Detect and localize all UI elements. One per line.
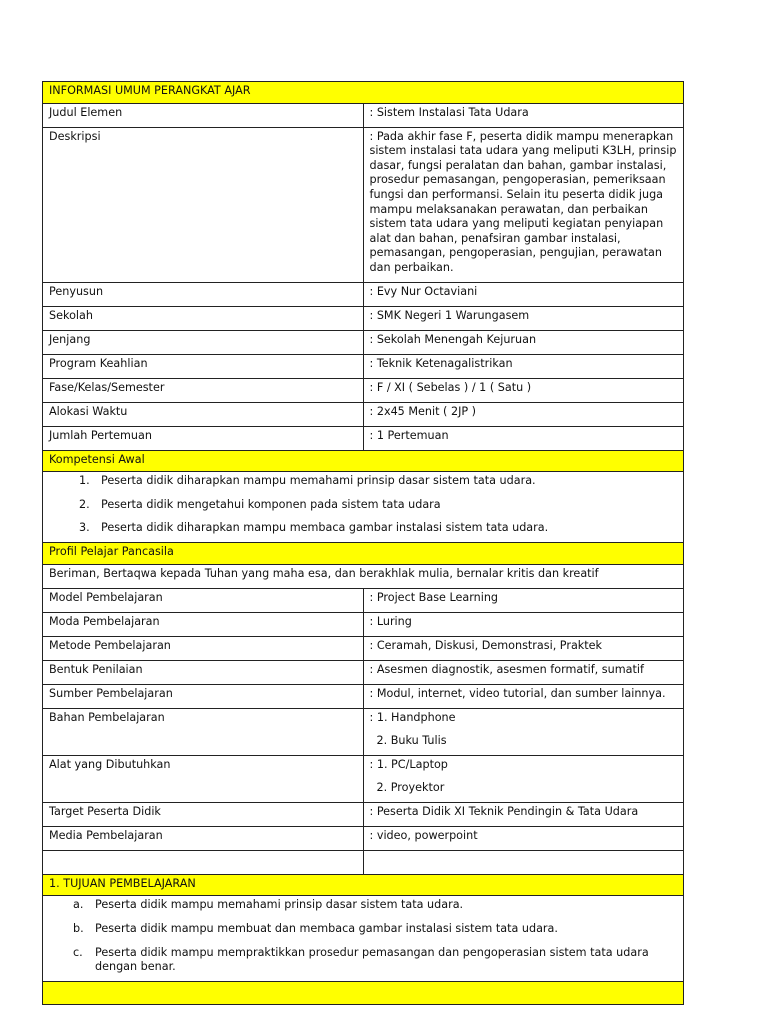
list-item bbox=[49, 922, 677, 937]
label-metode-pembelajaran: Metode Pembelajaran bbox=[43, 636, 364, 660]
tujuan-list bbox=[49, 898, 677, 974]
label-bahan-pembelajaran: Bahan Pembelajaran bbox=[43, 708, 364, 755]
list-item-text: Peserta didik mengetahui komponen pada sistem tata udara bbox=[101, 497, 441, 511]
bahan-item-2: 2. Buku Tulis bbox=[376, 734, 447, 748]
label-sumber-pembelajaran: Sumber Pembelajaran bbox=[43, 684, 364, 708]
value-program-keahlian: : Teknik Ketenagalistrikan bbox=[363, 354, 684, 378]
value-alat-dibutuhkan bbox=[363, 755, 684, 802]
empty-cell bbox=[43, 850, 364, 874]
label-program-keahlian: Program Keahlian bbox=[43, 354, 364, 378]
document-page bbox=[42, 81, 684, 1005]
header-general-info: INFORMASI UMUM PERANGKAT AJAR bbox=[43, 82, 684, 104]
value-penyusun: : Evy Nur Octaviani bbox=[363, 282, 684, 306]
list-item bbox=[49, 946, 677, 975]
header-profil-pelajar: Profil Pelajar Pancasila bbox=[43, 542, 684, 564]
header-tujuan-pembelajaran: 1. TUJUAN PEMBELAJARAN bbox=[43, 874, 684, 896]
header-kompetensi-awal: Kompetensi Awal bbox=[43, 450, 684, 472]
value-sekolah: : SMK Negeri 1 Warungasem bbox=[363, 306, 684, 330]
label-media-pembelajaran: Media Pembelajaran bbox=[43, 826, 364, 850]
list-item bbox=[49, 474, 677, 489]
value-moda-pembelajaran: : Luring bbox=[363, 612, 684, 636]
label-bentuk-penilaian: Bentuk Penilaian bbox=[43, 660, 364, 684]
value-judul-elemen: : Sistem Instalasi Tata Udara bbox=[363, 103, 684, 127]
value-metode-pembelajaran: : Ceramah, Diskusi, Demonstrasi, Praktek bbox=[363, 636, 684, 660]
lesson-plan-table bbox=[42, 81, 684, 1005]
label-target-peserta: Target Peserta Didik bbox=[43, 802, 364, 826]
list-item-text: Peserta didik mampu membuat dan membaca gambar instalasi sistem tata udara. bbox=[95, 922, 558, 936]
value-sumber-pembelajaran: : Modul, internet, video tutorial, dan sumber lainnya. bbox=[363, 684, 684, 708]
value-jumlah-pertemuan: : 1 Pertemuan bbox=[363, 426, 684, 450]
value-deskripsi: : Pada akhir fase F, peserta didik mampu menerapkan sistem instalasi tata udara yang meliputi K3LH, prinsip dasar, fungsi peralatan dan bahan, gambar instalasi, prosedur pemasangan, pengoperasian, pemeriksaan fungsi dan performansi. Selain itu peserta didik juga mampu melaksanakan perawatan, dan perbaikan sistem tata udara yang meliputi kegiatan penyiapan alat dan bahan, penafsiran gambar instalasi, pemasangan, pengoperasian, pengujian, perawatan dan perbaikan. bbox=[363, 127, 684, 282]
alat-item-2: 2. Proyektor bbox=[376, 781, 445, 795]
label-alat-dibutuhkan: Alat yang Dibutuhkan bbox=[43, 755, 364, 802]
profil-text: Beriman, Bertaqwa kepada Tuhan yang maha esa, dan berakhlak mulia, bernalar kritis dan kreatif bbox=[43, 564, 684, 588]
tujuan-list-cell bbox=[43, 896, 684, 981]
value-model-pembelajaran: : Project Base Learning bbox=[363, 588, 684, 612]
value-fase-kelas-semester: : F / XI ( Sebelas ) / 1 ( Satu ) bbox=[363, 378, 684, 402]
list-item bbox=[49, 898, 677, 913]
label-fase-kelas-semester: Fase/Kelas/Semester bbox=[43, 378, 364, 402]
kompetensi-list-cell bbox=[43, 472, 684, 543]
value-bentuk-penilaian: : Asesmen diagnostik, asesmen formatif, sumatif bbox=[363, 660, 684, 684]
value-bahan-pembelajaran bbox=[363, 708, 684, 755]
bahan-item-1: : 1. Handphone bbox=[369, 710, 456, 724]
value-target-peserta: : Peserta Didik XI Teknik Pendingin & Tata Udara bbox=[363, 802, 684, 826]
list-marker: 2. bbox=[79, 497, 90, 511]
list-marker: c. bbox=[73, 945, 83, 959]
list-marker: 3. bbox=[79, 521, 90, 535]
label-judul-elemen: Judul Elemen bbox=[43, 103, 364, 127]
list-marker: b. bbox=[73, 922, 84, 936]
header-empty-highlight bbox=[43, 981, 684, 1004]
label-moda-pembelajaran: Moda Pembelajaran bbox=[43, 612, 364, 636]
list-item-text: Peserta didik mampu memahami prinsip dasar sistem tata udara. bbox=[95, 898, 464, 912]
label-alokasi-waktu: Alokasi Waktu bbox=[43, 402, 364, 426]
label-model-pembelajaran: Model Pembelajaran bbox=[43, 588, 364, 612]
list-marker: a. bbox=[73, 898, 84, 912]
label-jumlah-pertemuan: Jumlah Pertemuan bbox=[43, 426, 364, 450]
kompetensi-list bbox=[49, 474, 677, 536]
value-media-pembelajaran: : video, powerpoint bbox=[363, 826, 684, 850]
list-marker: 1. bbox=[79, 474, 90, 488]
label-penyusun: Penyusun bbox=[43, 282, 364, 306]
alat-item-1: : 1. PC/Laptop bbox=[369, 757, 448, 771]
label-jenjang: Jenjang bbox=[43, 330, 364, 354]
list-item bbox=[49, 521, 677, 536]
value-jenjang: : Sekolah Menengah Kejuruan bbox=[363, 330, 684, 354]
list-item-text: Peserta didik diharapkan mampu memahami prinsip dasar sistem tata udara. bbox=[101, 474, 536, 488]
empty-cell bbox=[363, 850, 684, 874]
list-item bbox=[49, 498, 677, 513]
list-item-text: Peserta didik diharapkan mampu membaca gambar instalasi sistem tata udara. bbox=[101, 521, 549, 535]
list-item-text: Peserta didik mampu mempraktikkan prosedur pemasangan dan pengoperasian sistem tata udara dengan benar. bbox=[95, 945, 649, 974]
label-sekolah: Sekolah bbox=[43, 306, 364, 330]
label-deskripsi: Deskripsi bbox=[43, 127, 364, 282]
value-alokasi-waktu: : 2x45 Menit ( 2JP ) bbox=[363, 402, 684, 426]
